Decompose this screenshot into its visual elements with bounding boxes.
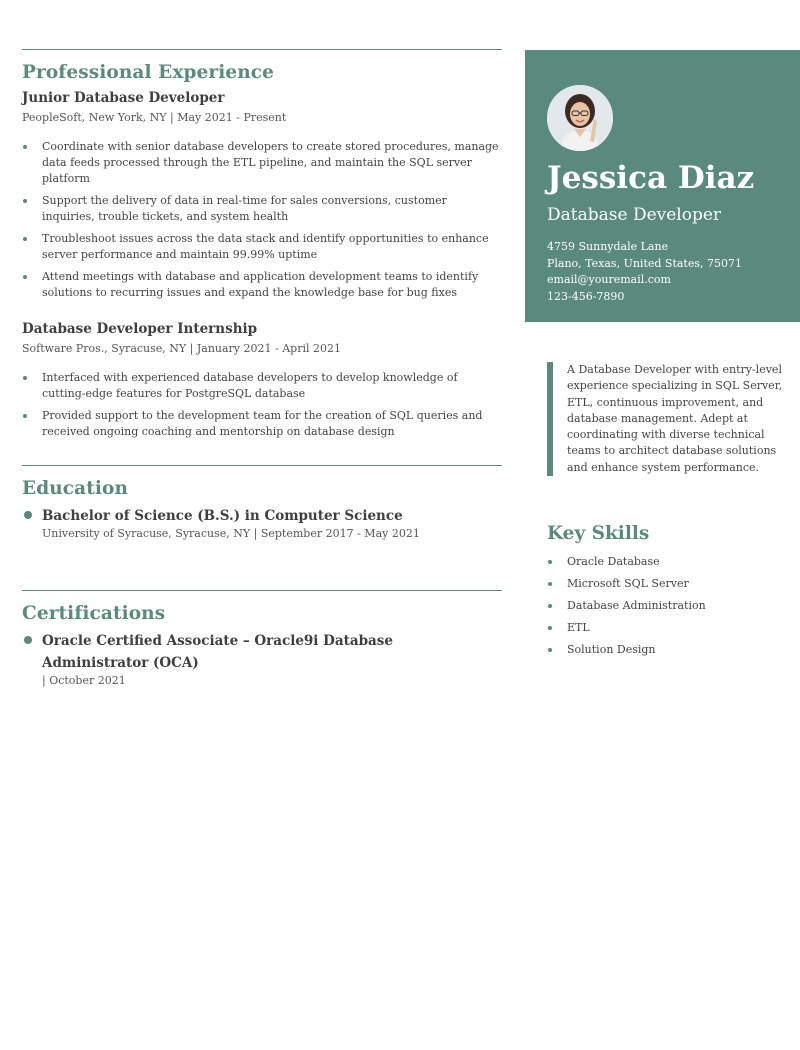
certification-meta: | October 2021 bbox=[42, 674, 126, 687]
list-item: Troubleshoot issues across the data stack and identify opportunities to enhance server performance and maintain 99.99% uptime bbox=[22, 231, 502, 263]
address-line-1: 4759 Sunnydale Lane bbox=[547, 240, 669, 253]
experience-heading: Professional Experience bbox=[22, 62, 274, 83]
bullet-icon bbox=[548, 648, 552, 652]
bullet-icon bbox=[23, 145, 27, 149]
person-photo-icon bbox=[547, 85, 613, 151]
job-entry bbox=[22, 321, 502, 440]
list-item: Microsoft SQL Server bbox=[547, 576, 706, 592]
profile-panel bbox=[525, 50, 800, 322]
bullet-icon bbox=[23, 199, 27, 203]
bullet-icon bbox=[548, 626, 552, 630]
section-divider bbox=[22, 465, 502, 466]
list-item: Oracle Database bbox=[547, 554, 706, 570]
education-heading: Education bbox=[22, 478, 129, 499]
address-line-2: Plano, Texas, United States, 75071 bbox=[547, 256, 742, 270]
job-meta: Software Pros., Syracuse, NY | January 2021 - April 2021 bbox=[22, 342, 341, 355]
education-meta: University of Syracuse, Syracuse, NY | September 2017 - May 2021 bbox=[42, 527, 420, 540]
job-title: Database Developer Internship bbox=[22, 321, 258, 337]
person-name: Jessica Diaz bbox=[547, 160, 755, 196]
summary-block: A Database Developer with entry-level experience specializing in SQL Server, ETL, continuous improvement, and database management. Adept at coordinating with diverse technical teams to architect database solutions and enhance system performance. bbox=[547, 362, 792, 476]
list-item: Coordinate with senior database developers to create stored procedures, manage data feeds processed through the ETL pipeline, and maintain the SQL server platform bbox=[22, 139, 502, 187]
job-entry bbox=[22, 90, 502, 301]
avatar bbox=[547, 85, 613, 151]
bullet-icon bbox=[23, 237, 27, 241]
skills-list bbox=[547, 554, 706, 664]
list-item: Attend meetings with database and application development teams to identify solutions to recurring issues and expand the knowledge base for bug fixes bbox=[22, 269, 502, 301]
list-item: Solution Design bbox=[547, 642, 706, 658]
list-item: Interfaced with experienced database developers to develop knowledge of cutting-edge features for PostgreSQL database bbox=[22, 370, 502, 402]
contact-info bbox=[547, 239, 742, 305]
section-divider bbox=[22, 590, 502, 591]
bullet-icon bbox=[24, 511, 32, 519]
main-column bbox=[22, 0, 502, 687]
phone-text: 123-456-7890 bbox=[547, 289, 625, 303]
list-item: Support the delivery of data in real-time for sales conversions, customer inquiries, trouble tickets, and system health bbox=[22, 193, 502, 225]
bullet-icon bbox=[548, 604, 552, 608]
list-item: ETL bbox=[547, 620, 706, 636]
education-entry bbox=[22, 505, 502, 540]
section-divider bbox=[22, 49, 502, 50]
job-bullets bbox=[22, 139, 502, 301]
list-item: Database Administration bbox=[547, 598, 706, 614]
bullet-icon bbox=[548, 582, 552, 586]
list-item: Provided support to the development team for the creation of SQL queries and received ongoing coaching and mentorship on database design bbox=[22, 408, 502, 440]
job-bullets bbox=[22, 370, 502, 440]
email-text: email@youremail.com bbox=[547, 273, 671, 286]
degree-title: Bachelor of Science (B.S.) in Computer Science bbox=[42, 508, 403, 524]
certification-entry bbox=[22, 630, 462, 687]
job-title: Junior Database Developer bbox=[22, 90, 225, 106]
job-meta: PeopleSoft, New York, NY | May 2021 - Present bbox=[22, 111, 287, 124]
bullet-icon bbox=[548, 560, 552, 564]
bullet-icon bbox=[23, 414, 27, 418]
bullet-icon bbox=[23, 376, 27, 380]
certification-title: Oracle Certified Associate – Oracle9i Database Administrator (OCA) bbox=[42, 633, 393, 671]
certifications-heading: Certifications bbox=[22, 603, 166, 624]
bullet-icon bbox=[24, 636, 32, 644]
skills-heading: Key Skills bbox=[547, 523, 650, 544]
bullet-icon bbox=[23, 275, 27, 279]
job-role: Database Developer bbox=[547, 205, 722, 225]
